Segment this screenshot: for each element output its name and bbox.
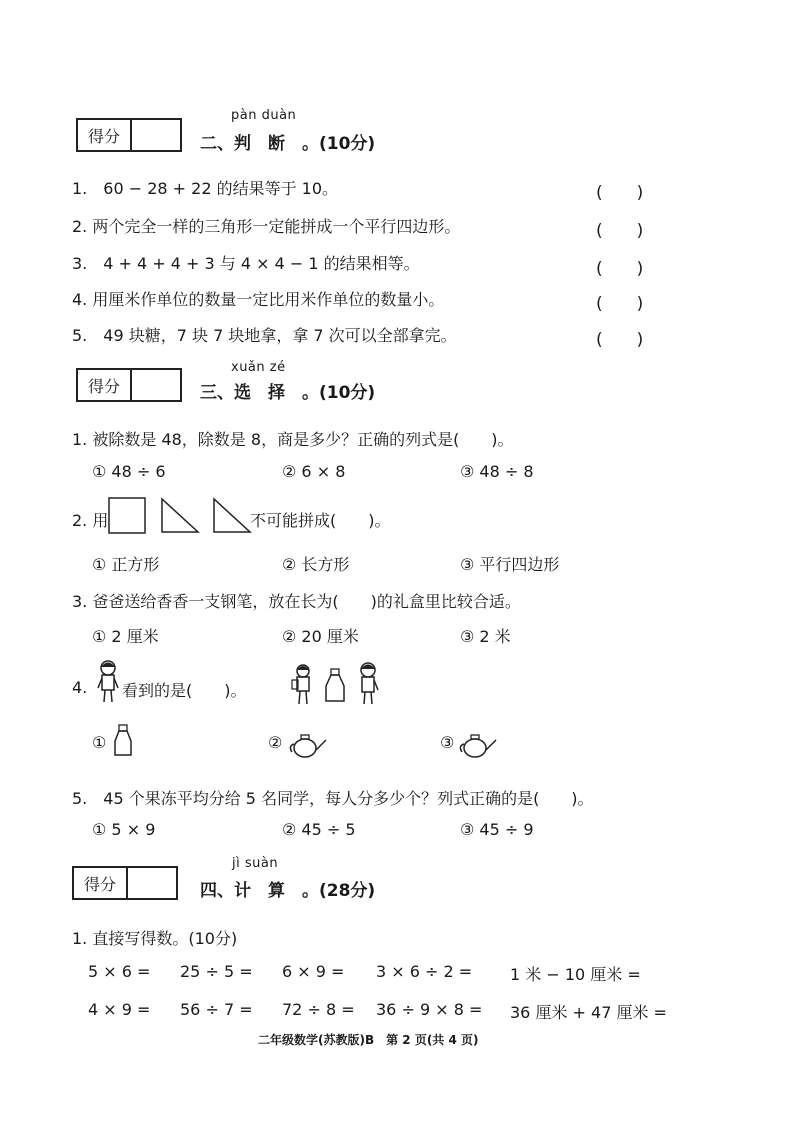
score-label: 得分 xyxy=(78,120,132,150)
score-label: 得分 xyxy=(78,370,132,400)
option[interactable]: ③ 48 ÷ 8 xyxy=(460,462,534,481)
square-icon xyxy=(108,497,148,535)
section-title: 二、判 断 。(10分) xyxy=(200,134,376,154)
option[interactable]: ③ 平行四边形 xyxy=(460,555,560,574)
answer-paren[interactable]: ( ) xyxy=(596,221,644,241)
option[interactable]: ② xyxy=(268,733,283,752)
calc-item: 36 ÷ 9 × 8 = xyxy=(376,1000,483,1019)
option[interactable]: ① 2 厘米 xyxy=(92,627,159,646)
choice-q1: 1. 被除数是 48，除数是 8，商是多少？正确的列式是( )。 xyxy=(72,430,514,449)
calc-item: 25 ÷ 5 = xyxy=(180,962,253,981)
calc-item: 72 ÷ 8 = xyxy=(282,1000,355,1019)
option[interactable]: ① xyxy=(92,733,107,752)
option[interactable]: ② 20 厘米 xyxy=(282,627,359,646)
option[interactable]: ② 45 ÷ 5 xyxy=(282,820,356,839)
choice-q4-text: 看到的是( )。 xyxy=(122,681,247,700)
answer-paren[interactable]: ( ) xyxy=(596,183,644,203)
page-footer: 二年级数学(苏教版)B 第 2 页(共 4 页) xyxy=(258,1033,479,1047)
choice-q3: 3. 爸爸送给香香一支钢笔，放在长为( )的礼盒里比较合适。 xyxy=(72,592,521,611)
score-label: 得分 xyxy=(74,868,128,898)
score-box-choice xyxy=(76,368,182,402)
judge-item-1: 1. 60 − 28 + 22 的结果等于 10。 xyxy=(72,179,339,198)
teapot-icon xyxy=(288,730,330,760)
choice-q2-prefix: 2. 用 xyxy=(72,511,109,530)
calc-item: 4 × 9 = xyxy=(88,1000,151,1019)
section-title: 四、计 算 。(28分) xyxy=(200,881,376,901)
child-icon xyxy=(96,660,122,706)
option[interactable]: ② 长方形 xyxy=(282,555,350,574)
choice-q5: 5. 45 个果冻平均分给 5 名同学，每人分多少个？列式正确的是( )。 xyxy=(72,789,594,808)
calc-sub-title: 1. 直接写得数。(10分) xyxy=(72,929,238,948)
option[interactable]: ① 正方形 xyxy=(92,555,160,574)
answer-paren[interactable]: ( ) xyxy=(596,294,644,314)
child-icon xyxy=(356,662,382,708)
option[interactable]: ③ 2 米 xyxy=(460,627,511,646)
option[interactable]: ③ xyxy=(440,733,455,752)
choice-q2-text: 不可能拼成( )。 xyxy=(250,511,391,530)
option[interactable]: ② 6 × 8 xyxy=(282,462,346,481)
judge-item-5: 5. 49 块糖，7 块 7 块地拿，拿 7 次可以全部拿完。 xyxy=(72,326,457,345)
child-icon xyxy=(290,664,316,708)
answer-paren[interactable]: ( ) xyxy=(596,259,644,279)
score-box-judge xyxy=(76,118,182,152)
option[interactable]: ① 48 ÷ 6 xyxy=(92,462,166,481)
bottle-icon xyxy=(112,724,134,758)
answer-paren[interactable]: ( ) xyxy=(596,330,644,350)
triangle-icon xyxy=(212,497,254,535)
section-pinyin: jì suàn xyxy=(232,856,279,871)
calc-item: 3 × 6 ÷ 2 = xyxy=(376,962,473,981)
teapot-icon xyxy=(458,730,500,760)
option[interactable]: ③ 45 ÷ 9 xyxy=(460,820,534,839)
calc-item: 5 × 6 = xyxy=(88,962,151,981)
choice-q4-prefix: 4. xyxy=(72,678,88,697)
judge-item-4: 4. 用厘米作单位的数量一定比用米作单位的数量小。 xyxy=(72,290,445,309)
bottle-icon xyxy=(322,668,348,704)
triangle-icon xyxy=(160,497,202,535)
judge-item-3: 3. 4 + 4 + 4 + 3 与 4 × 4 − 1 的结果相等。 xyxy=(72,254,420,273)
calc-item: 36 厘米 + 47 厘米 = xyxy=(510,1003,667,1022)
calc-item: 56 ÷ 7 = xyxy=(180,1000,253,1019)
section-pinyin: pàn duàn xyxy=(231,108,297,123)
section-pinyin: xuǎn zé xyxy=(231,360,286,375)
score-box-calc xyxy=(72,866,178,900)
option[interactable]: ① 5 × 9 xyxy=(92,820,156,839)
section-title: 三、选 择 。(10分) xyxy=(200,383,376,403)
judge-item-2: 2. 两个完全一样的三角形一定能拼成一个平行四边形。 xyxy=(72,217,461,236)
calc-item: 6 × 9 = xyxy=(282,962,345,981)
calc-item: 1 米 − 10 厘米 = xyxy=(510,965,641,984)
